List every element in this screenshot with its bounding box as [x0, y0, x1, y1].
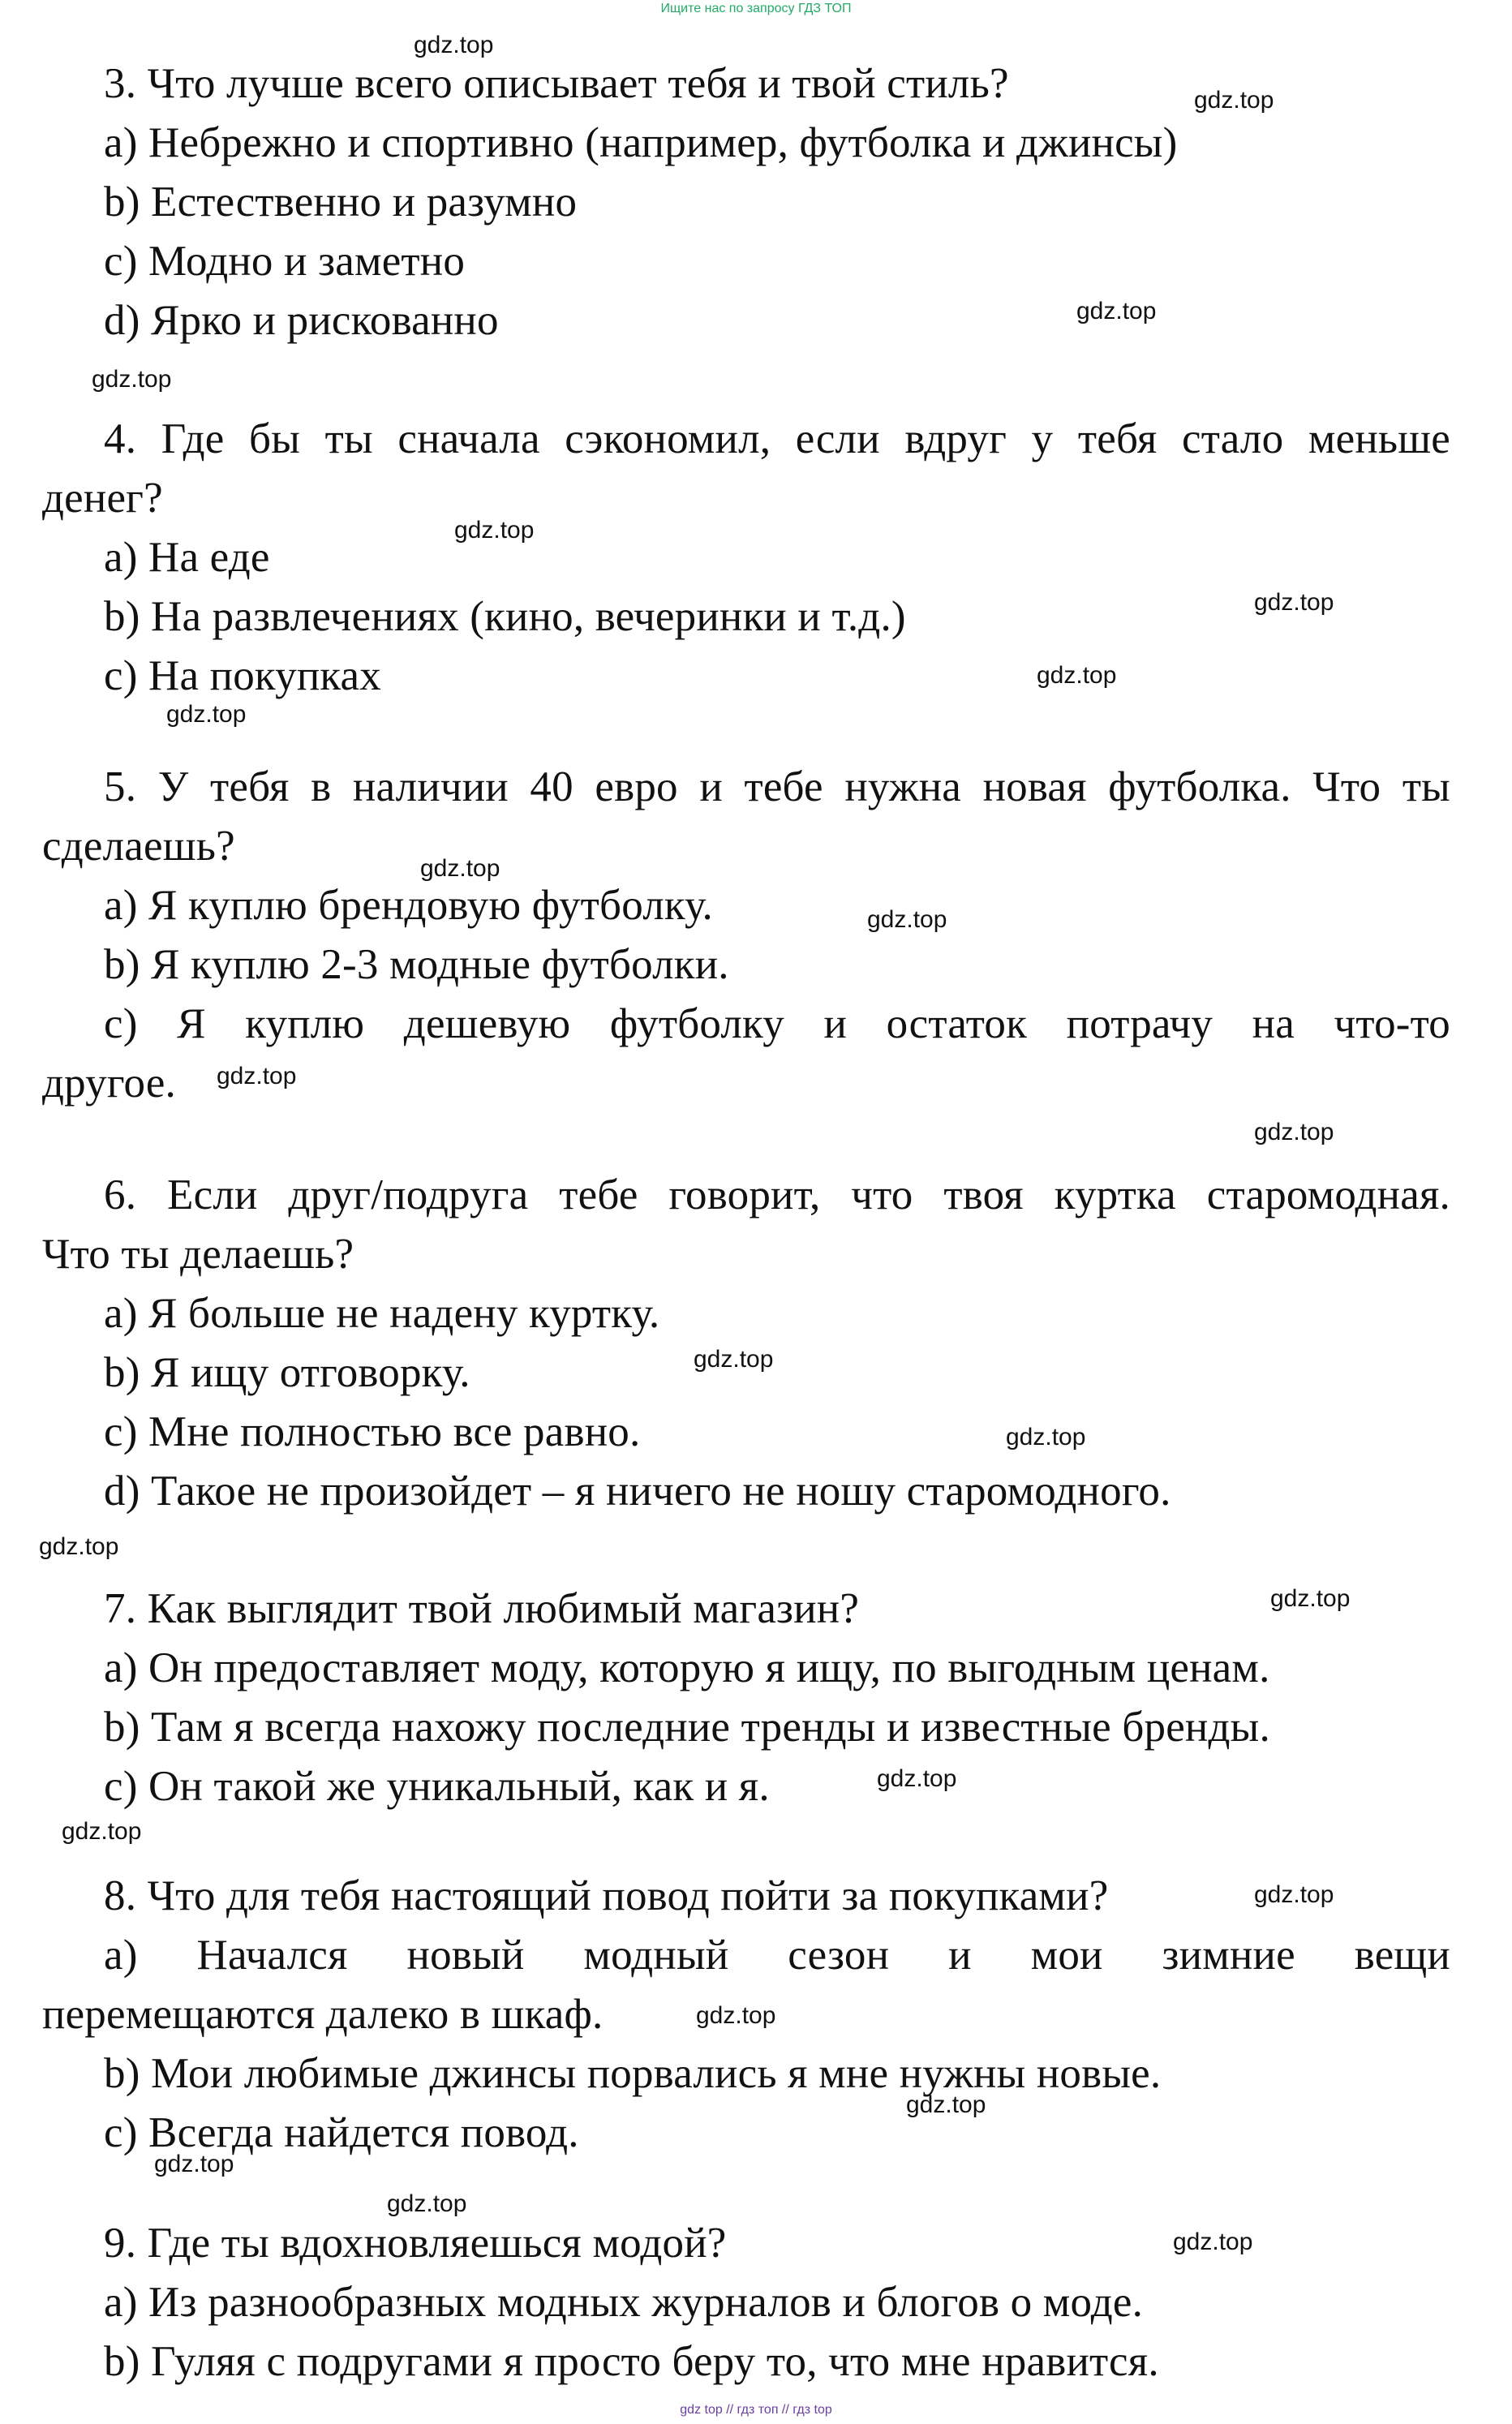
question-5-option-a: a) Я куплю брендовую футболку. — [104, 882, 713, 929]
question-3-option-c: c) Модно и заметно — [104, 238, 466, 285]
watermark: gdz.top — [92, 366, 172, 393]
question-8-option-b: b) Мои любимые джинсы порвались я мне нужны новые. — [104, 2050, 1162, 2097]
question-3-option-a: a) Небрежно и спортивно (например, футболка и джинсы) — [104, 119, 1178, 166]
question-7-option-c: c) Он такой же уникальный, как и я. — [104, 1763, 770, 1810]
question-5-line-2: сделаешь? — [42, 823, 235, 870]
question-8-option-c: c) Всегда найдется повод. — [104, 2109, 579, 2156]
watermark: gdz.top — [1254, 589, 1334, 616]
question-6-option-b: b) Я ищу отговорку. — [104, 1349, 470, 1396]
question-9-option-b: b) Гуляя с подругами я просто беру то, что мне нравится. — [104, 2338, 1159, 2385]
question-6-line-1: 6. Если друг/подруга тебе говорит, что твоя куртка старомодная. — [104, 1171, 1450, 1218]
question-6-option-d: d) Такое не произойдет – я ничего не ношу старомодного. — [104, 1468, 1171, 1515]
question-6-line-2: Что ты делаешь? — [42, 1231, 354, 1278]
watermark: gdz.top — [696, 2002, 776, 2029]
question-8-option-a: a) Начался новый модный сезон и мои зимние вещи — [104, 1932, 1450, 1979]
watermark: gdz.top — [454, 517, 535, 544]
question-3-option-b: b) Естественно и разумно — [104, 178, 578, 226]
question-5-line-1: 5. У тебя в наличии 40 евро и тебе нужна новая футболка. Что ты — [104, 763, 1450, 810]
question-7-option-b: b) Там я всегда нахожу последние тренды и известные бренды. — [104, 1704, 1270, 1751]
watermark: gdz.top — [217, 1063, 297, 1090]
question-4-option-c: c) На покупках — [104, 652, 381, 699]
watermark: gdz.top — [39, 1533, 119, 1560]
watermark: gdz.top — [1037, 662, 1117, 689]
watermark: gdz.top — [62, 1818, 142, 1845]
question-3: 3. Что лучше всего описывает тебя и твой стиль? — [104, 60, 1009, 107]
question-3-option-d: d) Ярко и рискованно — [104, 297, 499, 344]
watermark: gdz.top — [414, 32, 494, 58]
watermark: gdz.top — [1254, 1881, 1334, 1908]
question-7-option-a: a) Он предоставляет моду, которую я ищу, по выгодным ценам. — [104, 1644, 1270, 1691]
question-5-option-c-continued: другое. — [42, 1059, 177, 1107]
watermark: gdz.top — [1270, 1585, 1351, 1612]
question-6-option-a: a) Я больше не надену куртку. — [104, 1290, 660, 1337]
watermark: gdz.top — [906, 2091, 986, 2118]
bottom-banner[interactable]: gdz top // гдз топ // гдз top — [680, 2403, 832, 2417]
watermark: gdz.top — [166, 701, 247, 728]
question-8-option-a-continued: перемещаются далеко в шкаф. — [42, 1991, 604, 2038]
watermark: gdz.top — [154, 2151, 234, 2177]
watermark: gdz.top — [1254, 1119, 1334, 1145]
question-7: 7. Как выглядит твой любимый магазин? — [104, 1585, 860, 1632]
question-4-line-1: 4. Где бы ты сначала сэкономил, если вдруг у тебя стало меньше — [104, 415, 1450, 462]
watermark: gdz.top — [387, 2190, 467, 2217]
watermark: gdz.top — [420, 855, 500, 882]
question-9: 9. Где ты вдохновляешься модой? — [104, 2220, 727, 2267]
question-9-option-a: a) Из разнообразных модных журналов и блогов о моде. — [104, 2279, 1144, 2326]
question-8: 8. Что для тебя настоящий повод пойти за покупками? — [104, 1872, 1109, 1919]
question-4-line-2: денег? — [42, 475, 163, 522]
watermark: gdz.top — [1194, 87, 1274, 114]
watermark: gdz.top — [1173, 2228, 1253, 2255]
watermark: gdz.top — [877, 1765, 957, 1792]
top-banner[interactable]: Ищите нас по запросу ГДЗ ТОП — [660, 2, 852, 15]
question-6-option-c: c) Мне полностью все равно. — [104, 1408, 641, 1455]
question-5-option-b: b) Я куплю 2-3 модные футболки. — [104, 941, 729, 988]
watermark: gdz.top — [867, 906, 947, 933]
watermark: gdz.top — [694, 1346, 774, 1373]
question-5-option-c: c) Я куплю дешевую футболку и остаток потрачу на что-то — [104, 1000, 1450, 1047]
question-4-option-b: b) На развлечениях (кино, вечеринки и т.д.) — [104, 593, 906, 640]
watermark: gdz.top — [1006, 1424, 1086, 1451]
watermark: gdz.top — [1076, 298, 1157, 324]
question-4-option-a: a) На еде — [104, 534, 270, 581]
